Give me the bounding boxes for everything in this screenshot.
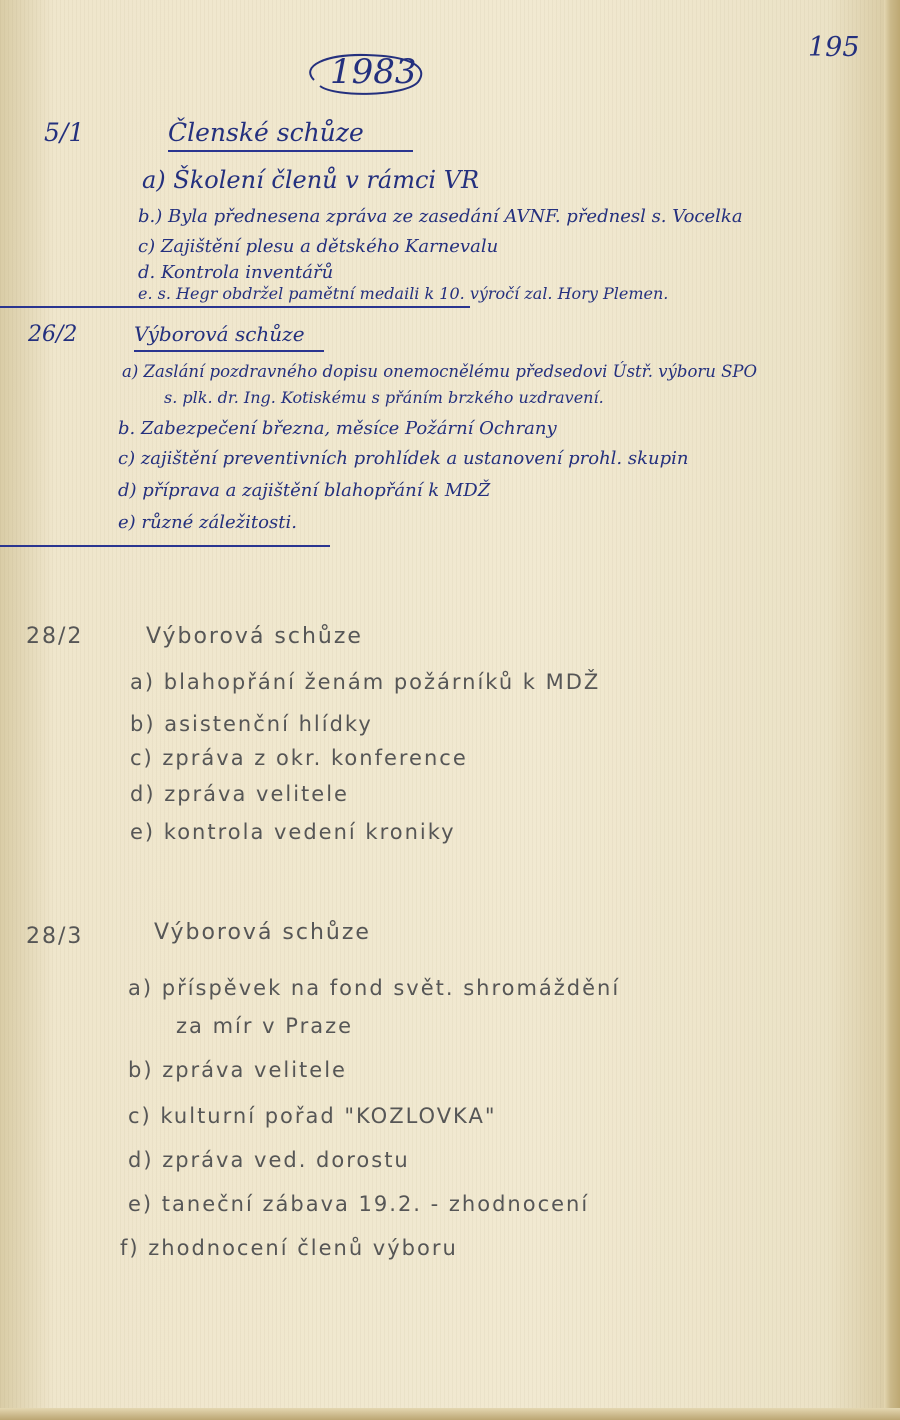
section-divider <box>0 306 470 308</box>
entry-date: 28/2 <box>26 624 84 649</box>
agenda-item: c) kulturní pořad "KOZLOVKA" <box>128 1104 497 1128</box>
page-number: 195 <box>808 32 860 63</box>
entry-heading: Výborová schůze <box>146 624 363 649</box>
agenda-item: d) příprava a zajištění blahopřání k MDŽ <box>118 480 491 501</box>
entry-date: 26/2 <box>28 322 78 347</box>
entry-heading: Výborová schůze <box>134 322 305 346</box>
page-edge-bottom <box>0 1408 900 1420</box>
year-title: 1983 <box>330 52 417 92</box>
section-divider <box>0 545 330 547</box>
agenda-item: s. plk. dr. Ing. Kotiskému s přáním brzkého uzdravení. <box>164 388 604 407</box>
agenda-item: e. s. Hegr obdržel pamětní medaili k 10. výročí zal. Hory Plemen. <box>138 284 669 303</box>
agenda-item: d) zpráva velitele <box>130 782 349 806</box>
agenda-item: b) zpráva velitele <box>128 1058 347 1082</box>
agenda-item: a) Školení členů v rámci VR <box>142 166 480 194</box>
agenda-item: b. Zabezpečení března, měsíce Požární Ochrany <box>118 418 557 439</box>
agenda-item: za mír v Praze <box>176 1014 354 1038</box>
agenda-item: c) zajištění preventivních prohlídek a ustanovení prohl. skupin <box>118 448 689 469</box>
heading-underline <box>168 150 413 152</box>
agenda-item: e) taneční zábava 19.2. - zhodnocení <box>128 1192 590 1216</box>
agenda-item: c) zpráva z okr. konference <box>130 746 468 770</box>
entry-heading: Členské schůze <box>168 118 364 147</box>
agenda-item: a) příspěvek na fond svět. shromáždění <box>128 976 621 1000</box>
agenda-item: b) asistenční hlídky <box>130 712 373 736</box>
entry-date: 5/1 <box>44 118 85 147</box>
heading-underline <box>134 350 324 352</box>
agenda-item: a) blahopřání ženám požárníků k MDŽ <box>130 670 601 694</box>
agenda-item: a) Zaslání pozdravného dopisu onemocnělému předsedovi Ústř. výboru SPO <box>122 362 758 381</box>
agenda-item: e) různé záležitosti. <box>118 512 297 533</box>
agenda-item: d) zpráva ved. dorostu <box>128 1148 410 1172</box>
entry-date: 28/3 <box>26 924 84 949</box>
agenda-item: e) kontrola vedení kroniky <box>130 820 456 844</box>
agenda-item: b.) Byla přednesena zpráva ze zasedání AVNF. přednesl s. Vocelka <box>138 206 743 227</box>
agenda-item: f) zhodnocení členů výboru <box>120 1236 458 1260</box>
page-edge-right <box>884 0 900 1420</box>
agenda-item: c) Zajištění plesu a dětského Karnevalu <box>138 236 499 257</box>
agenda-item: d. Kontrola inventářů <box>138 262 334 283</box>
entry-heading: Výborová schůze <box>154 920 371 945</box>
